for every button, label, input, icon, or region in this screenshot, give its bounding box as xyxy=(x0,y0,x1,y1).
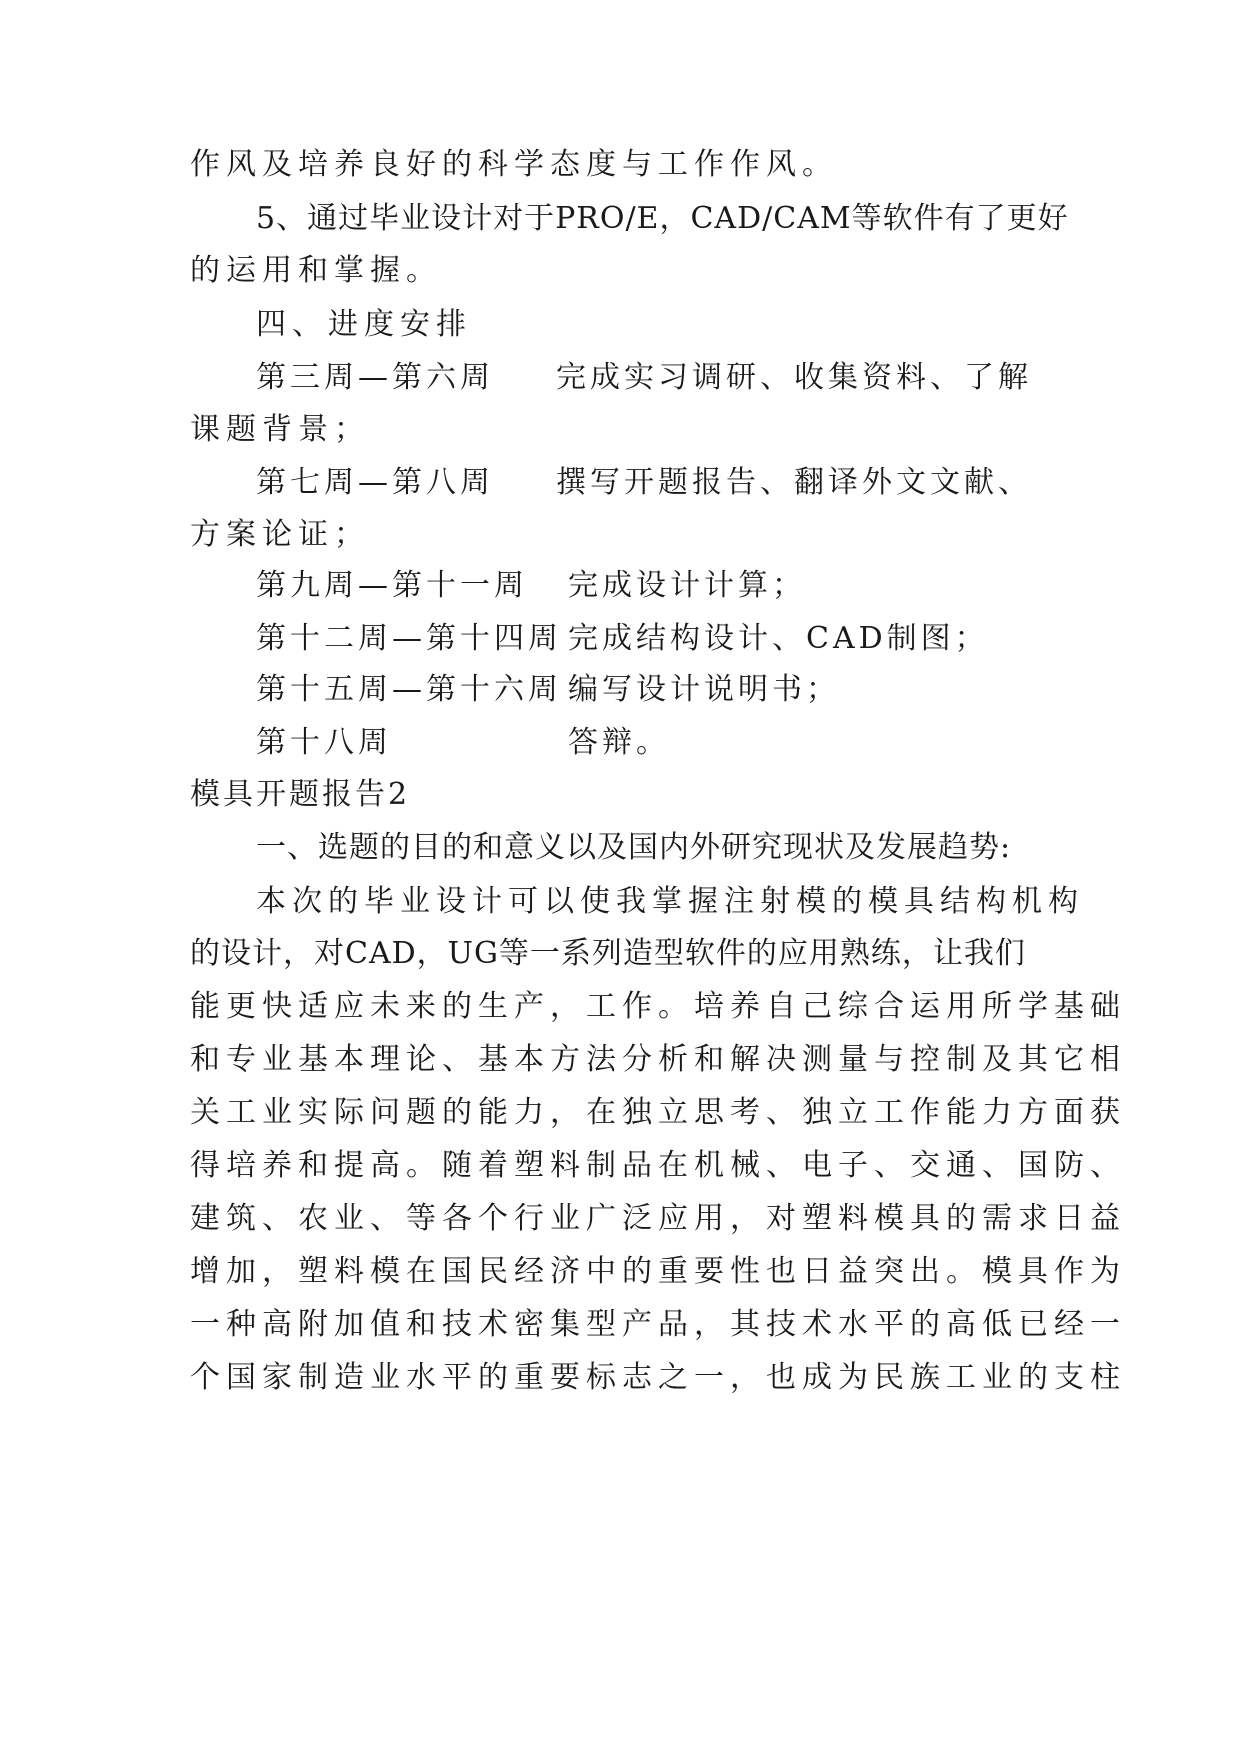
paragraph-line: 和专业基本理论、基本方法分析和解决测量与控制及其它相 xyxy=(190,1042,1126,1077)
schedule-row xyxy=(256,463,1032,503)
schedule-task: 答辩。 xyxy=(568,725,670,760)
text-line: 作风及培养良好的科学态度与工作作风。 xyxy=(190,147,838,182)
schedule-row xyxy=(256,566,806,606)
schedule-row xyxy=(256,358,1032,398)
schedule-week: 第十五周—第十六周 xyxy=(256,672,562,707)
schedule-task: 撰写开题报告、翻译外文文献、 xyxy=(556,465,1032,500)
paragraph-line: 关工业实际问题的能力，在独立思考、独立工作能力方面获 xyxy=(190,1095,1126,1130)
text-line: 5、通过毕业设计对于PRO/E，CAD/CAM等软件有了更好 xyxy=(256,201,1069,236)
paragraph-line: 增加，塑料模在国民经济中的重要性也日益突出。模具作为 xyxy=(190,1254,1126,1289)
text-line: 的运用和掌握。 xyxy=(190,253,442,288)
paragraph-line: 的设计，对CAD，UG等一系列造型软件的应用熟练，让我们 xyxy=(190,936,1026,971)
schedule-task: 完成设计计算； xyxy=(568,568,806,603)
schedule-week: 第十八周 xyxy=(256,725,392,760)
schedule-task: 编写设计说明书； xyxy=(568,672,840,707)
schedule-task: 完成结构设计、CAD制图； xyxy=(568,621,989,656)
paragraph-line: 建筑、农业、等各个行业广泛应用，对塑料模具的需求日益 xyxy=(190,1201,1126,1236)
schedule-row xyxy=(256,723,670,763)
schedule-row xyxy=(256,619,989,659)
paragraph-line: 得培养和提高。随着塑料制品在机械、电子、交通、国防、 xyxy=(190,1148,1126,1183)
paragraph-line: 能更快适应未来的生产，工作。培养自己综合运用所学基础 xyxy=(190,989,1126,1024)
text-line: 课题背景； xyxy=(190,412,370,447)
paragraph-line: 个国家制造业水平的重要标志之一，也成为民族工业的支柱 xyxy=(190,1360,1126,1395)
schedule-task: 完成实习调研、收集资料、了解 xyxy=(556,360,1032,395)
section-title: 模具开题报告2 xyxy=(190,777,411,812)
schedule-week: 第三周—第六周 xyxy=(256,360,494,395)
schedule-row xyxy=(256,670,840,710)
paragraph-line: 本次的毕业设计可以使我掌握注射模的模具结构机构 xyxy=(256,884,1084,919)
text-line: 方案论证； xyxy=(190,517,370,552)
schedule-week: 第七周—第八周 xyxy=(256,465,494,500)
section-heading: 一、选题的目的和意义以及国内外研究现状及发展趋势: xyxy=(256,830,1012,865)
schedule-week: 第九周—第十一周 xyxy=(256,568,528,603)
section-heading: 四、进度安排 xyxy=(256,307,472,342)
schedule-week: 第十二周—第十四周 xyxy=(256,621,562,656)
paragraph-line: 一种高附加值和技术密集型产品，其技术水平的高低已经一 xyxy=(190,1307,1126,1342)
